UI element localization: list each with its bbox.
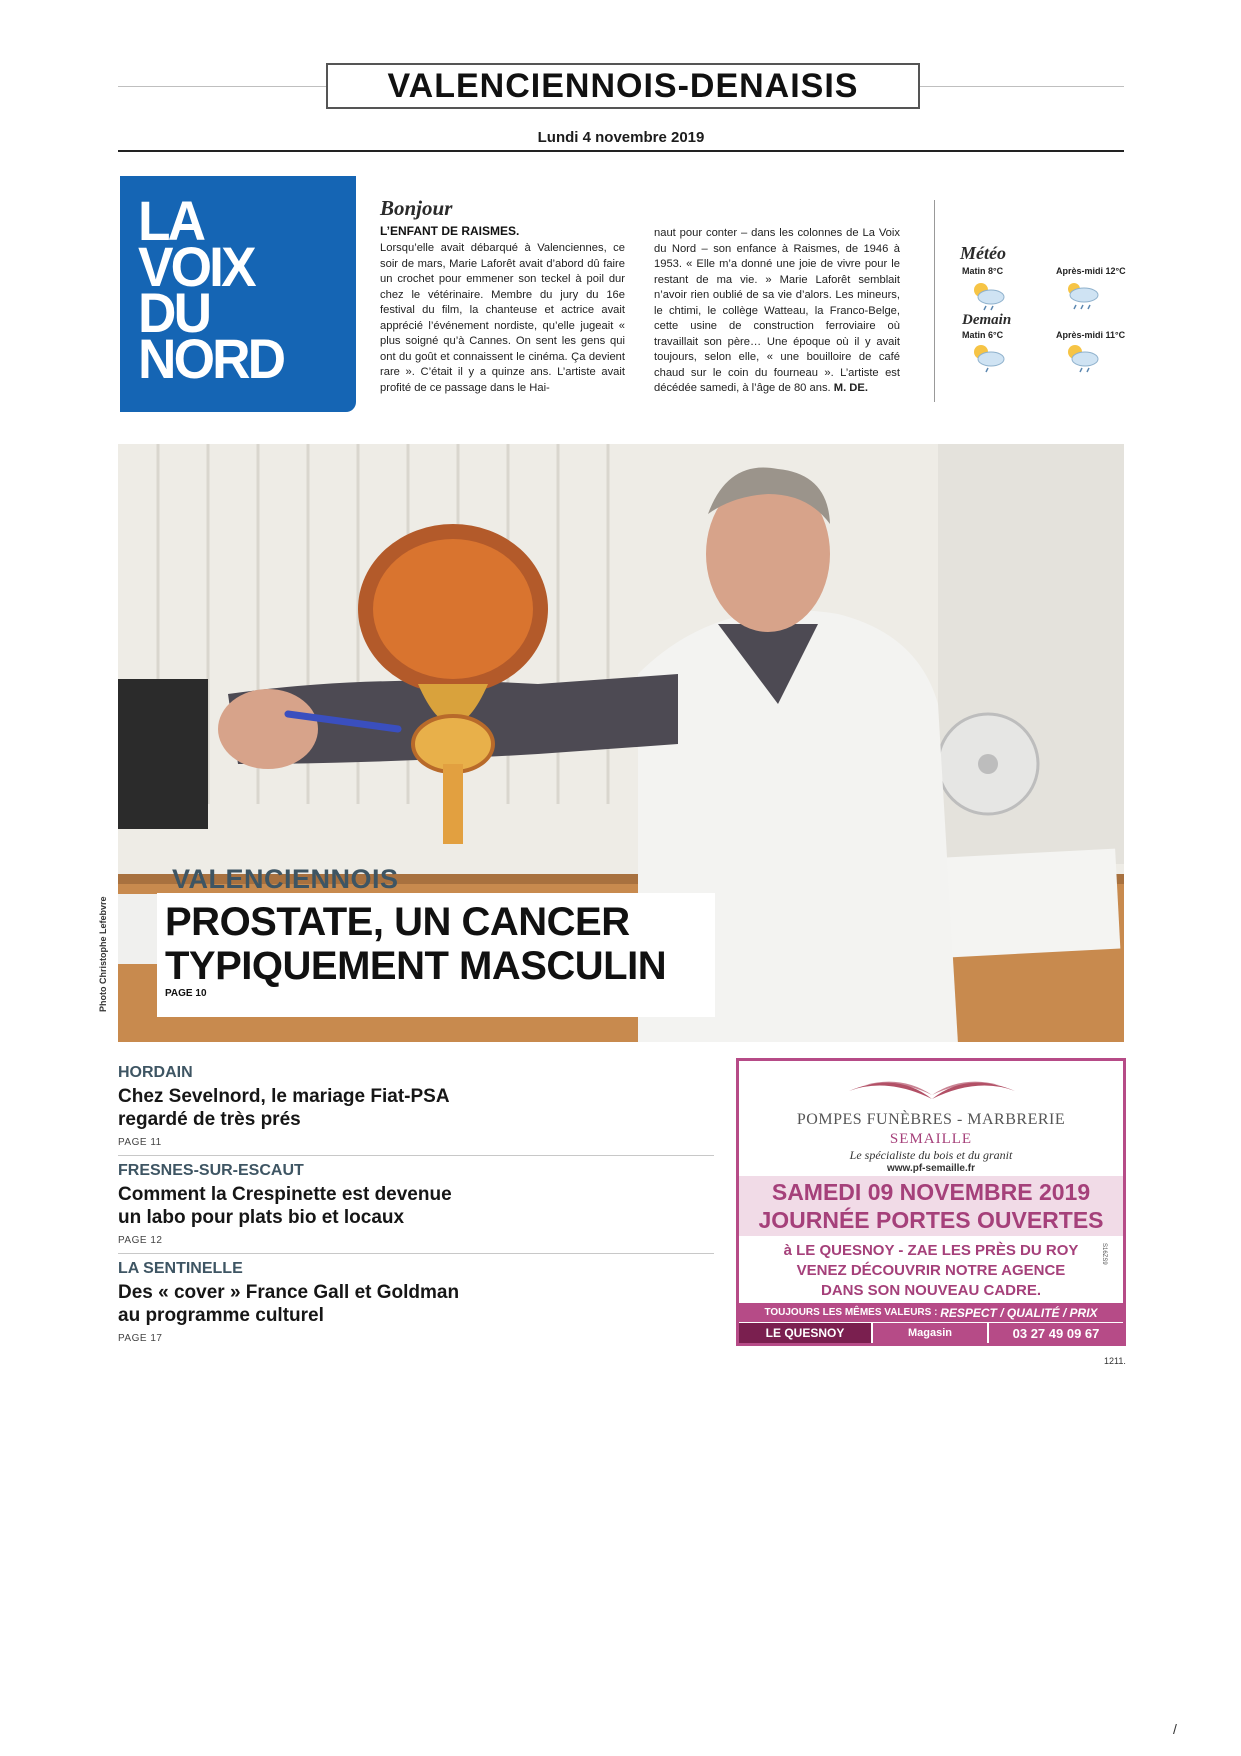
ad-city: LE QUESNOY [739,1323,871,1343]
logo-line-1: LA [138,189,204,252]
funeral-home-ad[interactable] [736,1058,1126,1346]
ad-event-title: JOURNÉE PORTES OUVERTES [758,1207,1104,1233]
ad-event-date: SAMEDI 09 NOVEMBRE 2019 [771,1179,1091,1205]
teaser-page: PAGE 12 [118,1235,163,1246]
weather-tomorrow-morning: Matin 6°C [962,330,1004,340]
teaser-page: PAGE 17 [118,1333,163,1344]
bonjour-heading: Bonjour [380,196,453,220]
ad-values-prefix: TOUJOURS LES MÊMES VALEURS : [764,1307,938,1318]
partly-cloudy-rain-icon [1062,340,1102,374]
teaser-title-line-1: Des « cover » France Gall et Goldman [118,1282,460,1303]
teaser-title-line-1: Chez Sevelnord, le mariage Fiat-PSA [118,1086,450,1107]
bonjour-signature: M. DE. [833,382,868,394]
wings-logo-icon [847,1069,1017,1101]
rain-clouds-icon [1062,278,1102,312]
ad-code: 1211. [1104,1356,1126,1366]
weather-today-morning: Matin 8°C [962,266,1004,276]
meteo-heading: Météo [960,243,1006,263]
lead-page-ref: PAGE 10 [165,988,207,999]
photo-credit: Photo Christophe Lefebvre [98,896,108,1012]
ad-website-link[interactable]: www.pf-semaille.fr [887,1163,975,1174]
ad-phone[interactable]: 03 27 49 09 67 [989,1323,1123,1343]
teaser-item[interactable] [118,1162,718,1252]
teaser-title-line-2: regardé de très prés [118,1109,301,1130]
header-rule-left [118,86,326,87]
column-divider [934,200,935,402]
ad-company: POMPES FUNÈBRES - MARBRERIE [796,1111,1066,1128]
teaser-item[interactable] [118,1260,718,1350]
ad-reference: S16ZS9 [1101,1243,1107,1265]
bonjour-column-2 [654,226,900,397]
ad-location-line-1: à LE QUESNOY - ZAE LES PRÈS DU ROY [783,1242,1079,1259]
ad-tagline: Le spécialiste du bois et du granit [849,1148,1013,1162]
teaser-kicker: HORDAIN [118,1064,193,1081]
newspaper-logo [120,176,356,412]
page-mark: / [1173,1721,1177,1737]
tomorrow-heading: Demain [962,312,1012,328]
teaser-kicker: LA SENTINELLE [118,1260,243,1277]
partly-cloudy-rain-icon [968,278,1008,312]
logo-line-3: DU [138,281,210,344]
teaser-page: PAGE 11 [118,1137,162,1148]
logo-line-4: NORD [138,327,284,390]
teaser-title-line-1: Comment la Crespinette est devenue [118,1184,452,1205]
weather-today-afternoon: Après-midi 12°C [1056,266,1126,276]
partly-cloudy-rain-icon [968,340,1008,374]
issue-date: Lundi 4 novembre 2019 [537,129,705,146]
bonjour-column-1: Lorsqu’elle avait débarqué à Valenciennes, ce soir de mars, Marie Laforêt avait d’abord dû faire un crochet pour emmener son teckel à poil dur chez le vétérinaire. Membre du jury du 16e festival du film, la chanteuse et actrice avait apprécié l’événement nordiste, qu’elle jugeait « plus soigné qu’à Cannes. On sent les gens qui ont du goût et connaissent le cinéma. Ça devient rare ». C’était il y a quinze ans. L’artiste avait profité de ce passage dans le Hai- [380,242,625,394]
teaser-divider [118,1253,714,1254]
ad-store-type: Magasin [873,1323,987,1343]
ad-contact-bar [739,1323,1123,1343]
lead-headline-line-2: TYPIQUEMENT MASCULIN [165,944,667,988]
teaser-kicker: FRESNES-SUR-ESCAUT [118,1162,304,1179]
bonjour-column-2-text: naut pour conter – dans les colonnes de La Voix du Nord – son enfance à Raismes, de 1946 à 1953. « Elle m’a donné une joie de vivre pour le restant de ma vie. » Marie Laforêt semblait n’avoir rien oublié de sa vie d’alors. Les mineurs, le chtimi, le collège Watteau, la Franco-Belge, cette usine de construction ferroviaire où travaillait son père… Une époque où il y avait toujours, selon elle, « une bouilloire de café chaud sur le coin du fourneau ». L’artiste est décédée samedi, à l’âge de 80 ans. [654,227,900,394]
ad-location-line-3: DANS SON NOUVEAU CADRE. [820,1282,1042,1299]
teaser-divider [118,1155,714,1156]
ad-values: RESPECT / QUALITÉ / PRIX [940,1305,1098,1320]
weather-tomorrow-afternoon: Après-midi 11°C [1056,330,1126,340]
header-rule-right [920,86,1124,87]
teaser-item[interactable] [118,1064,718,1154]
ad-location-line-2: VENEZ DÉCOUVRIR NOTRE AGENCE [796,1262,1066,1279]
ad-values-bar [739,1303,1123,1322]
lead-kicker: VALENCIENNOIS [172,864,399,894]
teaser-title-line-2: au programme culturel [118,1305,324,1326]
lead-headline[interactable] [165,900,666,988]
lead-headline-line-1: PROSTATE, UN CANCER [165,900,630,944]
date-rule [118,150,1124,152]
bonjour-kicker: L’ENFANT DE RAISMES. [380,224,520,238]
edition-title: VALENCIENNOIS-DENAISIS [387,66,859,105]
teaser-title-line-2: un labo pour plats bio et locaux [118,1207,405,1228]
edition-banner [326,63,920,109]
ad-brand-name: SEMAILLE [889,1131,973,1147]
logo-line-2: VOIX [138,235,254,298]
